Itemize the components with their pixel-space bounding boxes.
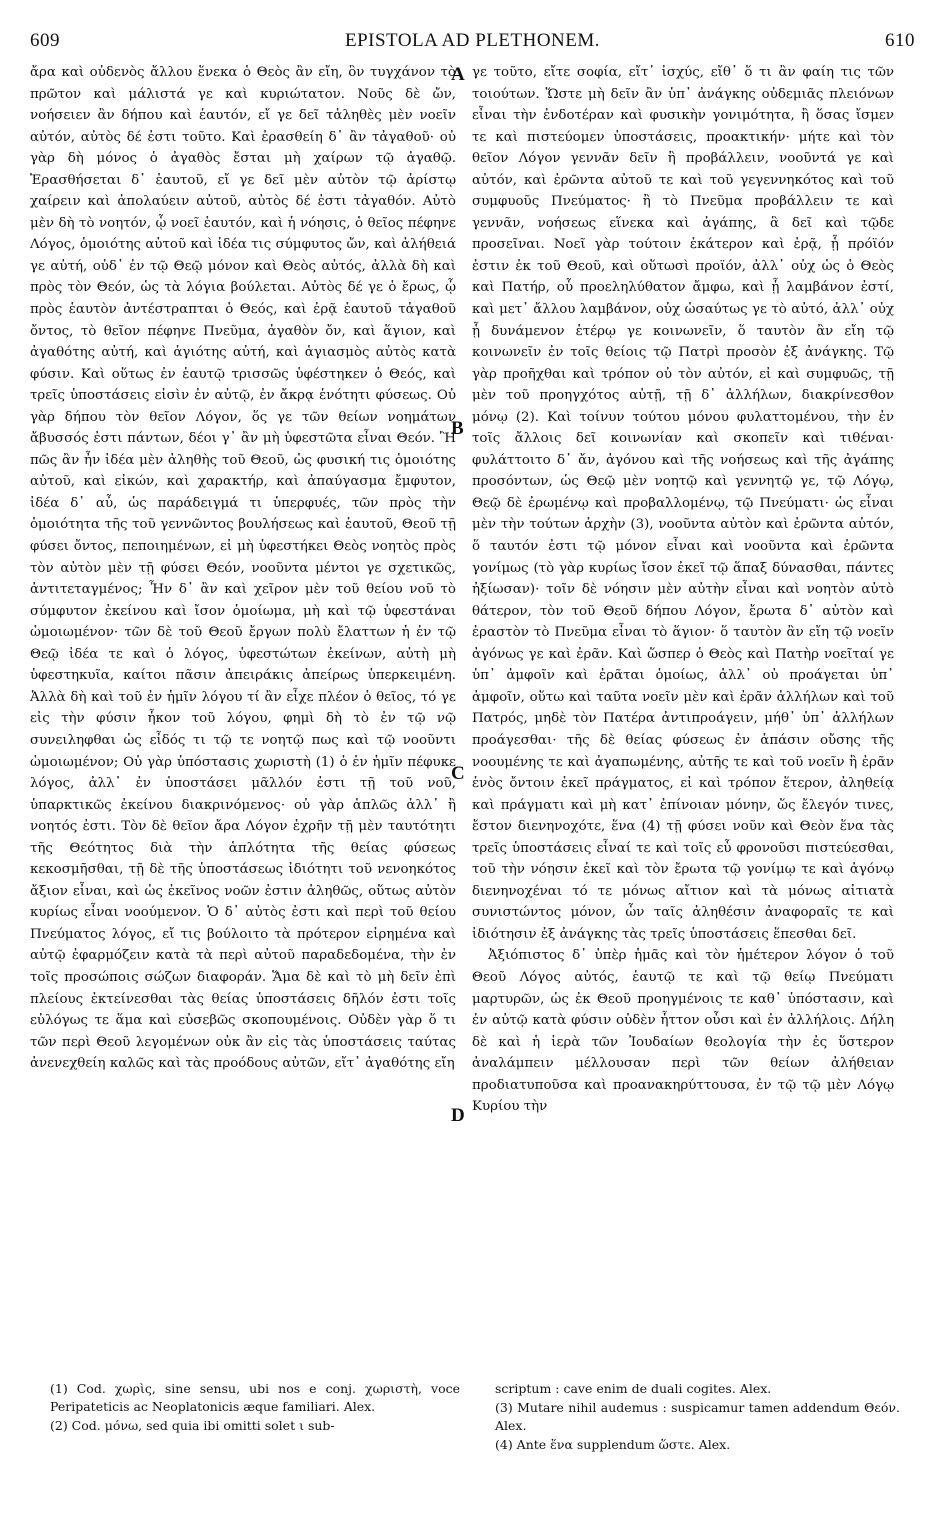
- right-column-paragraph: γε τοῦτο, εἴτε σοφία, εἴτ᾽ ἰσχύς, εἴθ᾽ ὅ τι ἂν φαίη τις τῶν τοιούτων. Ὥστε μὴ δεῖν ἂν ὑπ᾽ ἀνάγκης οὐδεμιᾶς πλειόνων εἶναι τὴν ἐνδοτέραν καὶ φυσικὴν γονιμότητα, ἢ ὅσας ἴσμεν τε καὶ πιστεύομεν ὑποστάσεις, προακτικήν· μήτε καὶ τὸν θεῖον Λόγον γεννᾶν δεῖν ἢ προβάλλειν, νοοῦντά γε καὶ αὐτόν, καὶ ἐρῶντα αὐτοῦ τε καὶ τοῦ γεγεννηκότος καὶ τοῦ συμφυοῦς Πνεύματος· ἢ τὸ Πνεῦμα προβάλλειν τε καὶ γεννᾶν, νοήσεως εἵνεκα καὶ ἀγάπης, ἃ δεῖ καὶ τῷδε προσεῖναι. Νοεῖ γὰρ τούτοιν ἑκάτερον καὶ ἐρᾷ, ᾗ πρόϊόν ἐστιν ἐκ τοῦ Θεοῦ, καὶ οὕτωσὶ προϊόν, ἀλλ᾽ οὐχ ὡς ὁ Θεὸς καὶ Πατήρ, οὗ προεληλύθατον ἄμφω, καὶ ᾗ λαμβάνον ἐστί, καὶ μετ᾽ ἄλλου λαμβάνον, οὐχ ὡσαύτως γε τὸ αὐτό, ἀλλ᾽ οὐχ ᾗ δυνάμενον ἑτέρῳ γε κοινωνεῖν, ὅ ταυτὸν ἂν εἴη τῷ κοινωνεῖν ἐν τοῖς θείοις τῷ Πατρὶ προσὸν ἐξ ἀνάγκης. Τῷ γὰρ προῆχθαι καὶ τρόπον οὐ τὸν αὐτόν, εἰ καὶ συμφυῶς, τῇ μὲν τοῦ προηγχότος αὐτῇ, τῇ δ᾽ ἀλλήλων, διακρίνεσθον μόνῳ (2). Καὶ τοίνυν τούτου μόνου φυλαττομένου, τὴν ἐν τοῖς ἄλλοις δεῖ κοινωνίαν καὶ σκοπεῖν καὶ τιθέναι· φυλάττοιτο δ᾽ ἄν, ἀγόνου καὶ τῆς νοήσεως καὶ τῆς ἀγάπης προσόντων, ὡς Θεῷ μὲν νοητῷ καὶ γεννητῷ γε, τῷ Λόγῳ, Θεῷ δὲ ἐρωμένῳ καὶ προβαλλομένῳ, τῷ Πνεύματι· ὡς εἶναι μὲν τὴν τούτων ἀρχὴν (3), νοοῦντα αὐτὸν καὶ ἐρῶντα αὐτόν, ὅ ταυτόν ἐστι τῷ μόνον εἶναι καὶ νοοῦντα καὶ ἐρῶντα γονίμως (τὸ γὰρ κυρίως ἴσον ἐκεῖ τῷ ἅπαξ δύνασθαι, πάντες ἠξίωσαν)· τοῖν δὲ νόησιν μὲν αὐτὴν εἶναι καὶ νοητὸν αὐτὸ θάτερον, τὸν τοῦ Θεοῦ δήπου Λόγον, ἔρωτα δ᾽ αὐτὸν καὶ ἐραστὸν τὸ Πνεῦμα εἶναι τὸ ἅγιον· ὅ ταυτὸν ἂν εἴη τῷ νοεῖν ἀγόνως γε καὶ ἐρᾶν. Καὶ ὥσπερ ὁ Θεὸς καὶ Πατὴρ νοεῖταί γε ὑπ᾽ ἀμφοῖν καὶ ἐρᾶται ὁμοίως, ἀλλ᾽ οὐ προάγεται ὑπ᾽ ἀμφοῖν, οὕτω καὶ ταῦτα νοεῖν μὲν καὶ ἐρᾶν ἀλλήλων καὶ τοῦ Πατρός, μηδὲ τὸν Πατέρα ἀντιπροάγειν, μήθ᾽ ὑπ᾽ ἀλλήλων προάγεσθαι· τῆς δὲ θείας φύσεως ἐν ἁπάσιν οὔσης τῆς νοουμένης τε καὶ ἀγαπωμένης, αὐτῆς τε καὶ τοῦ νοεῖν ἢ ἐρᾶν ἑνὸς ὄντοιν ἐκεῖ πράγματος, εἰ καὶ τρόπον ἕτερον, ἀληθείᾳ καὶ πράγματι καὶ μὴ κατ᾽ ἐπίνοιαν μόνην, ὥς ἔλεγόν τινες, ἔστον διενηνοχότε, ἕνα (4) τῇ φύσει νοῦν καὶ Θεὸν ἕνα τὰς τρεῖς ὑποστάσεις εἶναί τε καὶ τοῖς εὖ φρονοῦσι πιστεύεσθαι, τοῦ τὴν νόησιν ἐκεῖ καὶ τὸν ἔρωτα τῷ γονίμῳ τε καὶ ἀγόνῳ διενηνοχέναι τό τε μόνως αἴτιον καὶ τὰ μόνως αἰτιατὰ συνιστώντος μόνον, ὧν ταῖς ἀληθέσιν ἀναφοραῖς τε καὶ ἰδιότησιν ἐξ ἀνάγκης τὰς τρεῖς ὑποστάσεις ἕπεσθαι δεῖ.: [472, 65, 894, 942]
- footnote: (3) Mutare nihil audemus : suspicamur tamen addendum Θεόν. Alex.: [495, 1400, 900, 1433]
- footnotes-right: [495, 1380, 900, 1455]
- right-page-number: 610: [885, 30, 915, 51]
- footnote: (4) Ante ἕνα supplendum ὥστε. Alex.: [495, 1437, 731, 1452]
- page-header: [30, 30, 915, 56]
- footnotes-left: [50, 1380, 460, 1436]
- footnote-continuation: scriptum : cave enim de duali cogites. Alex.: [495, 1381, 772, 1396]
- right-column: [472, 62, 894, 1118]
- right-column-paragraph: Ἀξιόπιστος δ᾽ ὑπὲρ ἡμᾶς καὶ τὸν ἡμέτερον λόγον ὁ τοῦ Θεοῦ Λόγος αὐτός, ἑαυτῷ τε καὶ τῷ θείῳ Πνεύματι μαρτυρῶν, ὡς ἐκ Θεοῦ προηγμένοις τε καθ᾽ ὑπόστασιν, καὶ ἐν αὐτῷ κατὰ φύσιν οὐδὲν ἧττον οὖσι καὶ ἐν ἀλλήλοις. Δήλη δὲ καὶ ἡ ἱερὰ τῶν Ἰουδαίων θεολογία τὴν ἐς ὕστερον ἀναλάμπειν μέλλουσαν περὶ τῶν θείων ἀλήθειαν προδιατυποῦσα καὶ προανακηρύττουσα, ἐν τῷ τῷ μὲν Λόγῳ Κυρίου τὴν: [472, 948, 894, 1115]
- margin-letter-d: D: [451, 1105, 465, 1126]
- left-page-number: 609: [30, 30, 60, 51]
- margin-letter-c: C: [451, 763, 465, 784]
- left-column: [30, 62, 456, 1075]
- left-column-paragraph: ἄρα καὶ οὐδενὸς ἄλλου ἕνεκα ὁ Θεὸς ἂν εἴη, ὃν τυγχάνον τὸ πρῶτον καὶ μάλιστά γε καὶ κυριώτατον. Νοῦς δὲ ὤν, νοήσειεν ἂν δήπου καὶ ἑαυτόν, εἴ γε δεῖ τἀληθὲς μὲν νοεῖν αὐτόν, αὐτὸς δέ ἐστι τοῦτο. Καὶ ἐρασθείη δ᾽ ἂν τἀγαθοῦ· οὐ γὰρ δὴ μόνος ὁ ἀγαθὸς ἔσται μὴ χαίρων τῷ ἀγαθῷ. Ἐρασθήσεται δ᾽ ἑαυτοῦ, εἴ γε δεῖ μὲν αὐτὸν τῷ ἀρίστῳ χαίρειν καὶ ἀπολαύειν αὐτοῦ, αὐτὸς δέ ἐστι τἀγαθόν. Αὐτὸ μὲν δὴ τὸ νοητόν, ᾧ νοεῖ ἑαυτόν, καὶ ἡ νόησις, ὁ θεῖος πέφηνε Λόγος, ὁμοιότης αὐτοῦ καὶ ἰδέα τις σύμφυτος ὤν, καὶ ἀλήθειά γε αὐτή, οὐδ᾽ ἐν τῷ Θεῷ μόνον καὶ Θεὸς αὐτός, ἀλλὰ δὴ καὶ πρὸς τὸν Θεόν, ὡς τὰ λόγια βούλεται. Αὐτὸς δέ γε ὁ ἔρως, ᾧ πρὸς ἑαυτὸν ἀντέστραπται ὁ Θεός, καὶ ἐρᾷ ἑαυτοῦ τἀγαθοῦ ὄντος, τὸ θεῖον πέφηνε Πνεῦμα, ἀγαθὸν ὄν, καὶ ἅγιον, καὶ ἀγαθότης αὐτή, καὶ ἁγιότης αὐτή, καὶ ἁγιασμὸς αὐτὸς κατὰ φύσιν. Καὶ οὕτως ἐν ἑαυτῷ τρισσῶς ὑφέστηκεν ὁ Θεός, καὶ τρεῖς ὑποστάσεις εἰσὶν ἐν αὐτῷ, ἐν ἄκρᾳ ἑνότητι φύσεως. Οὐ γὰρ δήπου τὸν θεῖον Λόγον, ὅς γε τῶν θείων νοημάτων ἄβυσσός ἐστι πάντων, δέοι γ᾽ ἂν μὴ ὑφεστῶτα εἶναι Θεόν. Ἢ πῶς ἂν ἦν ἰδέα μὲν ἀληθὴς τοῦ Θεοῦ, ὡς φυσική τις ὁμοιότης αὐτοῦ, καὶ εἰκών, καὶ χαρακτήρ, καὶ ἀπαύγασμα ἔμφυτον, ἰδέα δ᾽ αὖ, ὡς παράδειγμά τι ὑπερφυές, τῶν πρὸς τὴν ὁμοιότητα τῆς τοῦ γεννῶντος βουλήσεως καὶ ἑαυτοῦ, Θεοῦ τῇ φύσει ὄντος, πεποιημένων, εἰ μὴ ὑφεστήκει Θεὸς νοητὸς πρὸς τὸν αὐτὸν μὲν τῇ φύσει Θεόν, νοοῦντα μέντοι γε σχετικῶς, ἀντιτεταγμένος; Ἦν δ᾽ ἂν καὶ χεῖρον μὲν τοῦ θείου νοῦ τὸ σύμφυτον ἐκείνου καὶ ἴσον ὁμοίωμα, μὴ καὶ τῷ ὑφεστάναι ὡμοιωμένον· τῶν δὲ τοῦ Θεοῦ ἔργων πολὺ ἔλαττων ἡ ἐν τῷ Θεῷ ἰδέα τε καὶ ὁ λόγος, ὑφεστώτων ἐκείνων, αὐτὴ μὴ ὑφεστηκυῖα, καίτοι πᾶσιν ἀπειράκις ἀπείρως ὑπερκειμένη. Ἀλλὰ δὴ καὶ τοῦ ἐν ἡμῖν λόγου τί ἂν εἶχε πλέον ὁ θεῖος, τό γε εἰς τὴν φύσιν ἧκον τοῦ λόγου, φημὶ δὴ τὸ ἐν τῷ νῷ συνειληφθαι ὡς εἶδός τι τῷ τε νοητῷ πως καὶ τῷ νοοῦντι ὡμοιωμένον; Οὐ γὰρ ὑπόστασις χωριστὴ (1) ὁ ἐν ἡμῖν πέφυκε λόγος, ἀλλ᾽ ἐν ὑποστάσει μᾶλλόν ἐστι τῇ τοῦ νοῦ, ὑπαρκτικῶς ἐκείνου διακρινόμενος· οὐ γὰρ ἁπλῶς ἀλλ᾽ ἢ νοητός ἐστι. Τὸν δὲ θεῖον ἄρα Λόγον ἐχρῆν τῇ μὲν ταυτότητι τῆς Θεότητος διὰ τὴν ἁπλότητα τῆς θείας φύσεως κεκοσμῆσθαι, τῇ δὲ τῆς ὑποστάσεως ἰδιότητι τοῦ νενοηκότος ἄξιον εἶναι, καὶ ὡς ἐκεῖνος νοῶν ἐστιν ἀληθῶς, οὕτως αὐτὸν κυρίως εἶναι νοούμενον. Ὁ δ᾽ αὐτὸς ἐστι καὶ περὶ τοῦ θείου Πνεύματος λόγος, εἴ τις βούλοιτο τὰ πρότερον εἰρημένα καὶ αὐτῷ ἐφαρμόζειν κατὰ τὰ περὶ αὐτοῦ παραδεδομένα, τὴν ἐν τοῖς προσώποις σώζων διαφοράν. Ἅμα δὲ καὶ τὸ μὴ δεῖν ἐπὶ πλείους ἐκτείνεσθαι τὰς θείας ὑποστάσεις δῆλόν ἐστι τοῖς εὐλόγως τε ἅμα καὶ εὐσεβῶς σκοπουμένοις. Οὐδὲν γὰρ ὅ τι τῶν περὶ Θεοῦ λεγομένων οὐκ ἂν εἰς τὰς ὑποστάσεις ταύτας ἀνενεχθείη καλῶς καὶ τὰς προόδους αὐτῶν, εἴτ᾽ ἀγαθότης εἴη: [30, 65, 456, 1072]
- footnote: (2) Cod. μόνω, sed quia ibi omitti solet ι sub-: [50, 1418, 335, 1433]
- footnote: (1) Cod. χωρὶς, sine sensu, ubi nos e conj. χωριστὴ, voce Peripateticis ac Neoplatonicis æque familiari. Alex.: [50, 1381, 460, 1414]
- running-title: EPISTOLA AD PLETHONEM.: [344, 30, 601, 51]
- margin-letter-b: B: [451, 418, 464, 439]
- margin-letter-a: A: [451, 64, 465, 85]
